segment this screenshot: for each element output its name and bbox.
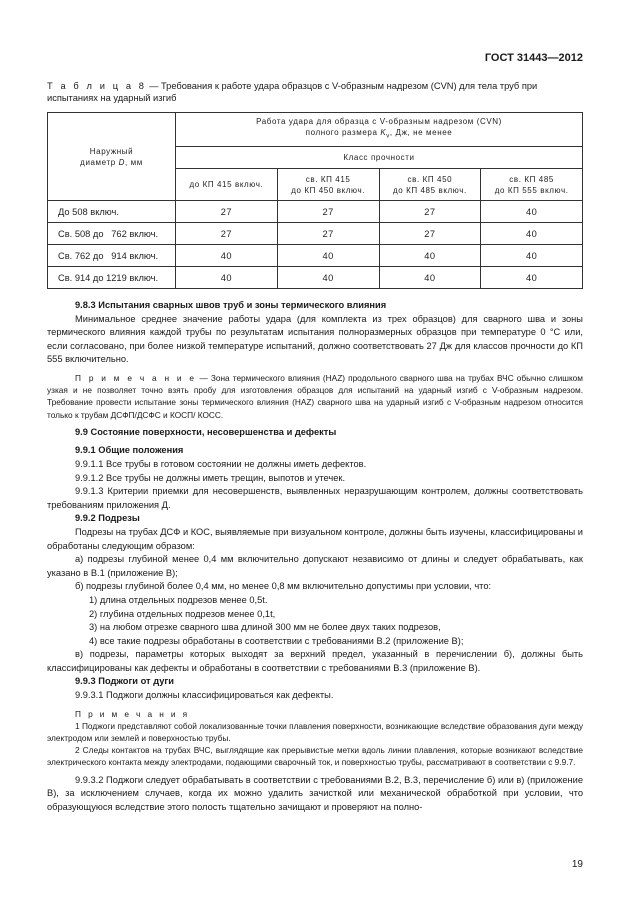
subheader-class-4 — [481, 169, 583, 201]
subheader-class-3-line2: до КП 485 включ. — [392, 185, 467, 195]
paragraph: 9.9.1.2 Все трубы не должны иметь трещин, выпотов и утечек. — [75, 472, 346, 483]
table-cell: 27 — [176, 223, 278, 245]
table-cell: 40 — [176, 245, 278, 267]
table-cell: 27 — [277, 223, 379, 245]
subheader-class-1 — [176, 169, 278, 201]
row-label: Св. 508 до 762 включ. — [48, 223, 176, 245]
table-row — [48, 201, 583, 223]
list-item: в) подрезы, параметры которых выходят за верхний предел, указанный в перечислении б), должны быть классифицированы как дефекты и обработаны в соответствии с требованиями В.3 (приложение В). — [47, 649, 583, 673]
list-subitem: 4) все такие подрезы обработаны в соответствии с требованиями В.2 (приложение В); — [89, 635, 464, 646]
section-heading-9-9-1: 9.9.1 Общие положения — [75, 445, 184, 456]
table-cell: 40 — [379, 245, 481, 267]
table-cell: 27 — [379, 223, 481, 245]
table-cell: 27 — [379, 201, 481, 223]
body-text — [47, 299, 583, 814]
section-heading-9-9-2: 9.9.2 Подрезы — [75, 513, 140, 524]
table-cell: 40 — [277, 267, 379, 289]
table-cell: 40 — [481, 223, 583, 245]
list-item: а) подрезы глубиной менее 0,4 мм включительно допускают независимо от длины и следует обрабатывать, как указано в В.1 (приложение В); — [47, 554, 583, 578]
subheader-class-1-line1: до КП 415 включ. — [189, 180, 264, 189]
section-heading-9-9-3: 9.9.3 Поджоги от дуги — [75, 676, 174, 687]
section-heading-9-8-3: 9.8.3 Испытания сварных швов труб и зоны термического влияния — [75, 300, 387, 310]
page-number: 19 — [571, 859, 583, 870]
row-label: До 508 включ. — [48, 201, 176, 223]
table-cell: 40 — [277, 245, 379, 267]
table-cell: 27 — [277, 201, 379, 223]
subheader-class-4-line1: св. КП 485 — [509, 174, 554, 184]
col-diameter-header-line1: Наружный — [89, 146, 134, 156]
paragraph: 9.9.1.1 Все трубы в готовом состоянии не должны иметь дефектов. — [75, 458, 367, 469]
section-heading-9-9: 9.9 Состояние поверхности, несовершенства и дефекты — [75, 426, 337, 437]
table-cell: 40 — [379, 267, 481, 289]
row-label: Св. 914 до 1219 включ. — [48, 267, 176, 289]
col-diameter-header — [48, 113, 176, 201]
paragraph: 9.9.1.3 Критерии приемки для несовершенств, выявленных неразрушающим контролем, должны соответствовать требованиям приложения Д. — [47, 486, 583, 510]
paragraph: 9.9.3.1 Поджоги должны классифицироваться как дефекты. — [75, 690, 334, 701]
subheader-class-3 — [379, 169, 481, 201]
list-item: б) подрезы глубиной более 0,4 мм, но менее 0,8 мм включительно допустимы при условии, что: — [75, 581, 492, 592]
impact-group-header-line1: Работа удара для образца с V-образным надрезом (CVN) — [256, 117, 502, 127]
document-id: ГОСТ 31443—2012 — [484, 52, 583, 64]
subheader-class-2-line2: до КП 450 включ. — [291, 185, 366, 195]
table-cell: 40 — [481, 245, 583, 267]
note-item: 2 Следы контактов на трубах ВЧС, выглядящие как прерывистые метки вдоль линии плавления, которые возникают вследствие электрического контакта между электродами, подающими сварочный ток, и поверхностью трубы, рассматривают в соответствии с 9.9.7. — [47, 745, 583, 768]
impact-group-header-line2: полного размера $K_v$, Дж, не менее — [305, 128, 453, 140]
subheader-class-2-line1: св. КП 415 — [305, 174, 351, 184]
subheader-class-4-line2: до КП 555 включ. — [494, 185, 569, 195]
list-subitem: 3) на любом отрезке сварного шва длиной 300 мм не более двух таких подрезов, — [89, 622, 441, 633]
paragraph: 9.9.3.2 Поджоги следует обрабатывать в соответствии с требованиями В.2, В.3, перечисление б) или в) (приложение В), за исключением случаев, когда их можно удалить зачисткой или механической обработкой при условии, что образующуюся вследствие этого полость тщательно зачищают и проверяют на полно- — [47, 774, 583, 812]
class-header: Класс прочности — [176, 147, 583, 169]
paragraph: Минимальное среднее значение работы удара (для комплекта из трех образцов) для сварного шва и зоны термического влияния каждой трубы по результатам испытания полноразмерных образцов при температуре 0 °С или, если согласовано, при более низкой температуре испытаний, должно соответствовать 27 Дж для классов прочности до КП 555 включительно. — [47, 313, 583, 365]
list-subitem: 1) длина отдельных подрезов менее 0,5t. — [89, 594, 268, 605]
table-cell: 40 — [481, 201, 583, 223]
row-label: Св. 762 до 914 включ. — [48, 245, 176, 267]
table-cell: 40 — [176, 267, 278, 289]
table-caption-word: Т а б л и ц а 8 — [47, 81, 147, 91]
paragraph: Подрезы на трубах ДСФ и КОС, выявляемые при визуальном контроле, должны быть изучены, классифицированы и обработаны следующим образом: — [47, 526, 583, 551]
table-cell: 40 — [481, 267, 583, 289]
notes-heading: П р и м е ч а н и я — [75, 708, 190, 719]
note-item: 1 Поджоги представляют собой локализованные точки плавления поверхности, возникающие вследствие образования дуги между электродом или землей и поверхностью трубы. — [47, 720, 583, 744]
note — [47, 372, 583, 421]
table-row — [48, 245, 583, 267]
table-caption-text: — Требования к работе удара образцов с V-образным надрезом (CVN) для тела труб при испытаниях на ударный изгиб — [47, 81, 538, 103]
note-text: — Зона термического влияния (HAZ) продольного сварного шва на трубах ВЧС обычно слишком узкая и не позволяет точно взять пробу для изготовления образцов для испытаний на ударный изгиб с V-образным надрезом. Требование провести испытание зоны термического влияния (HAZ) сварного шва на ударный изгиб с V-образным надрезом относится только к трубам ДСФП/ДСФС и КОСП/ КОСС. — [47, 372, 583, 420]
table-cell: 27 — [176, 201, 278, 223]
table-row — [48, 267, 583, 289]
list-subitem: 2) глубина отдельных подрезов менее 0,1t, — [89, 608, 276, 619]
table-caption — [47, 80, 583, 104]
col-diameter-header-line2: диаметр D, мм — [80, 157, 143, 167]
impact-group-header — [176, 113, 583, 147]
note-word: П р и м е ч а н и е — [75, 372, 197, 383]
subheader-class-3-line1: св. КП 450 — [407, 174, 453, 184]
impact-energy-table — [47, 112, 583, 289]
table-row — [48, 223, 583, 245]
subheader-class-2 — [277, 169, 379, 201]
